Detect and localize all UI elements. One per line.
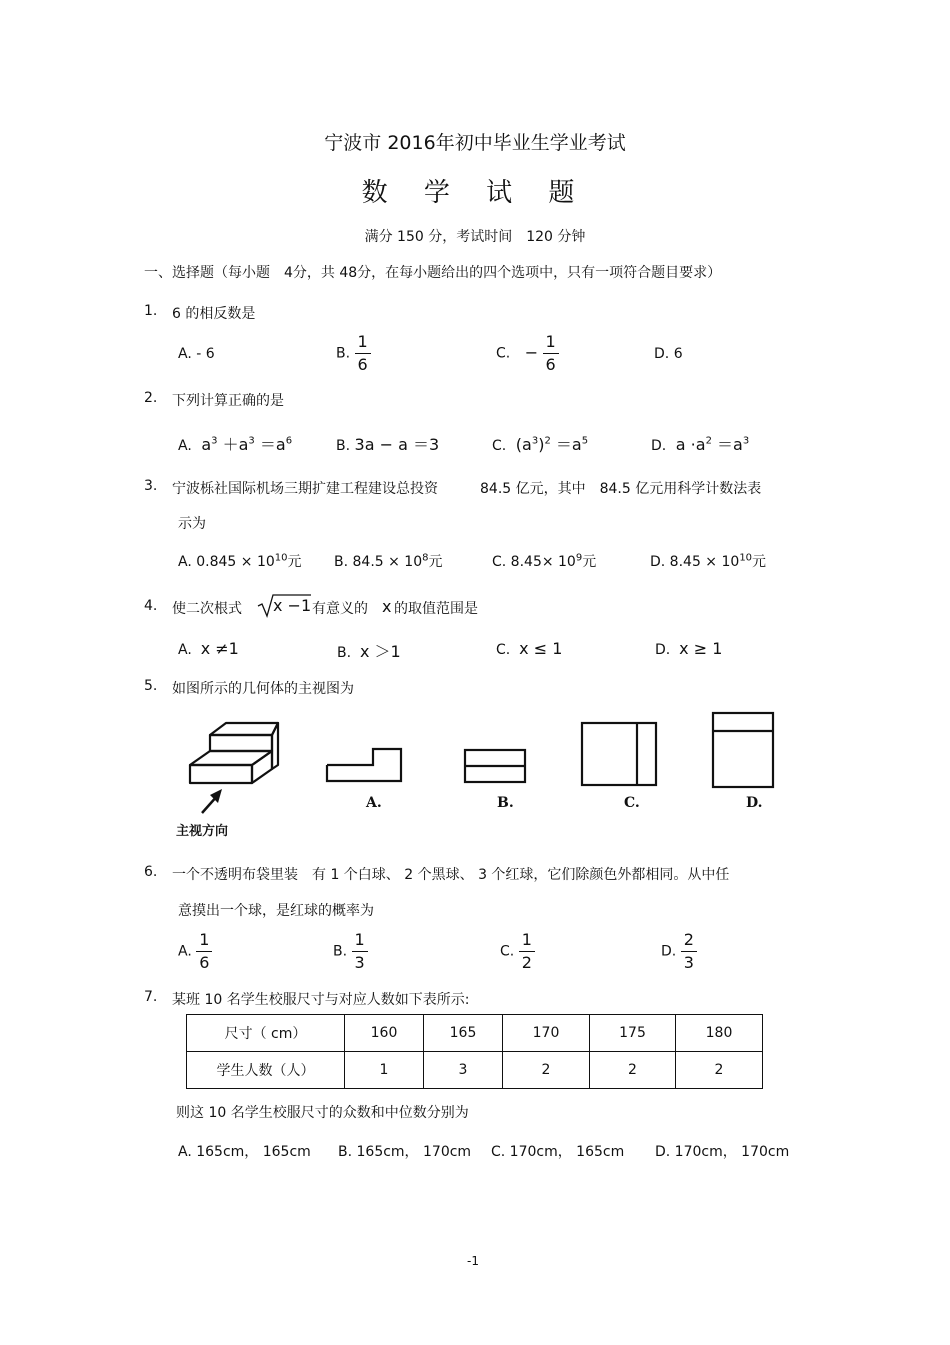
q1-b-denominator: 6 bbox=[357, 355, 368, 374]
exam-subtitle: 数 学 试 题 bbox=[361, 178, 589, 208]
q4-radicand: x −1 bbox=[273, 596, 312, 615]
q6-d-numerator: 2 bbox=[681, 932, 697, 952]
q2-d-expression: $a \cdot a^2 =a^3$ bbox=[670, 435, 750, 454]
q5-number: 5. bbox=[144, 678, 158, 694]
q3-d-unit: 元 bbox=[752, 554, 767, 570]
q3-stem-continued: 示为 bbox=[178, 516, 206, 532]
q1-c-sign: − bbox=[524, 342, 539, 362]
table-cell: 2 bbox=[503, 1052, 590, 1089]
q1-option-a bbox=[178, 346, 215, 362]
q3-option-a bbox=[178, 551, 302, 571]
q2-number: 2. bbox=[144, 390, 158, 406]
q4-stem-post: 的取值范围是 bbox=[394, 601, 478, 617]
q4-d-label: D. bbox=[655, 642, 671, 658]
q3-number: 3. bbox=[144, 478, 158, 494]
q1-c-label: C. bbox=[496, 345, 511, 362]
q1-b-fraction bbox=[355, 334, 371, 373]
table-cell: 165 bbox=[424, 1015, 503, 1052]
q7-followup: 则这 10 名学生校服尺寸的众数和中位数分别为 bbox=[176, 1105, 469, 1121]
table-cell: 170 bbox=[503, 1015, 590, 1052]
option-d-figure bbox=[711, 711, 777, 789]
q1-b-numerator: 1 bbox=[355, 334, 371, 354]
q6-a-fraction bbox=[196, 932, 212, 971]
q4-option-c bbox=[496, 639, 562, 658]
q4-b-label: B. bbox=[337, 645, 352, 661]
q3-c-unit: 元 bbox=[582, 554, 597, 570]
q1-b-label: B. bbox=[336, 345, 351, 362]
q6-stem: 一个不透明布袋里装 有 1 个白球、 2 个黑球、 3 个红球，它们除颜色外都相同。从中任 bbox=[172, 867, 730, 883]
q2-b-label: B. bbox=[336, 438, 351, 454]
q3-b-text: B. 84.5 × 10 bbox=[334, 554, 423, 570]
q1-option-c bbox=[496, 334, 559, 373]
q2-option-a bbox=[178, 432, 292, 455]
q2-d-label: D. bbox=[651, 438, 667, 454]
q1-a-label: A. bbox=[178, 346, 192, 362]
q5-stem: 如图所示的几何体的主视图为 bbox=[172, 681, 354, 697]
q6-option-d bbox=[661, 932, 697, 971]
q4-d-expression: x ≥ 1 bbox=[679, 639, 723, 658]
q3-option-c bbox=[492, 551, 596, 571]
q1-stem: 6 的相反数是 bbox=[172, 306, 256, 322]
section-heading: 一、选择题（每小题 4分，共 48分，在每小题给出的四个选项中，只有一项符合题目要求） bbox=[144, 265, 722, 281]
q4-c-label: C. bbox=[496, 642, 511, 658]
q3-a-text: A. 0.845 × 10 bbox=[178, 554, 275, 570]
q4-a-expression: x ≠1 bbox=[200, 639, 239, 658]
q3-a-unit: 元 bbox=[287, 554, 302, 570]
table-cell: 175 bbox=[590, 1015, 676, 1052]
q6-d-label: D. bbox=[661, 943, 677, 960]
page-number: -1 bbox=[467, 1254, 479, 1268]
q4-option-b bbox=[337, 639, 401, 662]
q7-option-b: B. 165cm， 170cm bbox=[338, 1144, 472, 1160]
q6-option-b bbox=[333, 932, 368, 971]
option-b-figure bbox=[463, 748, 529, 786]
q6-c-denominator: 2 bbox=[521, 953, 532, 972]
q4-c-expression: x ≤ 1 bbox=[519, 639, 563, 658]
q2-option-b bbox=[336, 432, 439, 455]
table-row bbox=[187, 1052, 763, 1089]
q2-c-label: C. bbox=[492, 438, 507, 454]
option-a-figure bbox=[325, 745, 405, 785]
q4-stem-pre: 使二次根式 bbox=[172, 601, 242, 617]
q6-c-label: C. bbox=[500, 943, 515, 960]
q2-option-d bbox=[651, 432, 749, 455]
q4-variable: x bbox=[382, 597, 392, 616]
q7-option-a: A. 165cm， 165cm bbox=[178, 1144, 311, 1160]
table-cell: 2 bbox=[590, 1052, 676, 1089]
table-row bbox=[187, 1015, 763, 1052]
table-cell: 1 bbox=[345, 1052, 424, 1089]
q1-d-value: 6 bbox=[673, 346, 683, 362]
q2-option-c bbox=[492, 432, 588, 455]
q3-a-exponent: 10 bbox=[274, 552, 288, 564]
q6-a-label: A. bbox=[178, 943, 192, 960]
q5-option-b-caption: B. bbox=[497, 795, 514, 811]
q4-option-a bbox=[178, 639, 239, 658]
q6-number: 6. bbox=[144, 864, 158, 880]
exam-title: 宁波市 2016年初中毕业生学业考试 bbox=[324, 132, 626, 154]
q6-b-numerator: 1 bbox=[352, 932, 368, 952]
q3-option-b bbox=[334, 551, 443, 571]
q6-d-fraction bbox=[681, 932, 697, 971]
table-cell: 160 bbox=[345, 1015, 424, 1052]
q4-stem-mid: 有意义的 bbox=[312, 601, 368, 617]
q4-option-d bbox=[655, 639, 722, 658]
table-cell: 3 bbox=[424, 1052, 503, 1089]
q6-a-numerator: 1 bbox=[196, 932, 212, 952]
table-cell: 2 bbox=[676, 1052, 763, 1089]
q6-a-denominator: 6 bbox=[199, 953, 210, 972]
q6-option-c bbox=[500, 932, 535, 971]
q1-d-label: D. bbox=[654, 346, 670, 362]
q5-option-d-caption: D. bbox=[746, 795, 763, 811]
q3-d-text: D. 8.45 × 10 bbox=[650, 554, 740, 570]
table-cell: 学生人数（人） bbox=[187, 1052, 345, 1089]
q3-c-text: C. 8.45× 10 bbox=[492, 554, 576, 570]
q1-a-value: - 6 bbox=[196, 346, 215, 362]
q3-c-exponent: 9 bbox=[575, 552, 583, 564]
q3-d-exponent: 10 bbox=[739, 552, 753, 564]
q7-option-c: C. 170cm， 165cm bbox=[491, 1144, 625, 1160]
solid-figure-diagram bbox=[180, 715, 290, 815]
q5-option-c-caption: C. bbox=[624, 795, 640, 811]
q4-a-label: A. bbox=[178, 642, 192, 658]
q1-option-d bbox=[654, 346, 683, 362]
q5-option-a-caption: A. bbox=[366, 795, 382, 811]
q4-number: 4. bbox=[144, 598, 158, 614]
q2-c-expression: $(a^3)^2 =a^5$ bbox=[510, 435, 589, 454]
view-direction-label: 主视方向 bbox=[176, 824, 229, 839]
q6-b-denominator: 3 bbox=[354, 953, 365, 972]
q3-b-exponent: 8 bbox=[422, 552, 429, 564]
q2-a-label: A. bbox=[178, 438, 192, 454]
q3-option-d bbox=[650, 551, 766, 571]
q1-c-denominator: 6 bbox=[545, 355, 556, 374]
q6-c-numerator: 1 bbox=[519, 932, 535, 952]
q6-d-denominator: 3 bbox=[683, 953, 694, 972]
uniform-size-table bbox=[186, 1014, 763, 1089]
q7-option-d: D. 170cm， 170cm bbox=[655, 1144, 790, 1160]
option-c-figure bbox=[580, 721, 660, 787]
q3-b-unit: 元 bbox=[428, 554, 443, 570]
q6-option-a bbox=[178, 932, 212, 971]
q2-a-expression: $a^3 +a^3 =a^6$ bbox=[196, 435, 293, 454]
q7-number: 7. bbox=[144, 989, 158, 1005]
exam-info: 满分 150 分，考试时间 120 分钟 bbox=[364, 229, 586, 245]
q2-b-expression: 3a − a ＝3 bbox=[354, 435, 440, 454]
q3-stem: 宁波栎社国际机场三期扩建工程建设总投资 84.5 亿元，其中 84.5 亿元用科学计数法表 bbox=[172, 481, 762, 497]
q6-stem-continued: 意摸出一个球，是红球的概率为 bbox=[178, 903, 374, 919]
q4-b-expression: x ＞1 bbox=[359, 642, 401, 661]
table-cell: 尺寸（ cm） bbox=[187, 1015, 345, 1052]
q1-number: 1. bbox=[144, 303, 158, 319]
q6-b-fraction bbox=[352, 932, 368, 971]
q6-c-fraction bbox=[519, 932, 535, 971]
q2-stem: 下列计算正确的是 bbox=[172, 393, 284, 409]
q1-c-fraction bbox=[543, 334, 559, 373]
q7-stem: 某班 10 名学生校服尺寸与对应人数如下表所示: bbox=[172, 992, 470, 1008]
q1-option-b bbox=[336, 334, 371, 373]
q6-b-label: B. bbox=[333, 943, 348, 960]
table-cell: 180 bbox=[676, 1015, 763, 1052]
q1-c-numerator: 1 bbox=[543, 334, 559, 354]
